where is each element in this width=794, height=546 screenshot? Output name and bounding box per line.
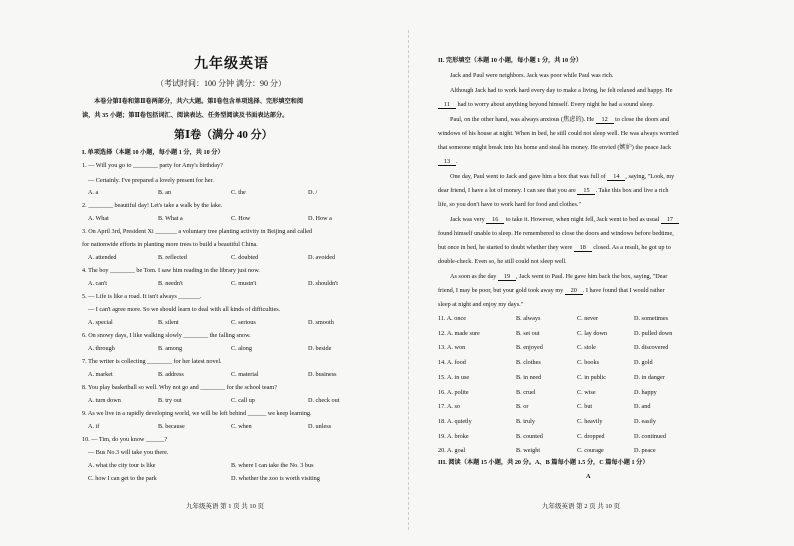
blank-15[interactable]: 15 <box>577 187 595 195</box>
q4-option-d[interactable]: D. shouldn't <box>308 280 338 287</box>
cloze-q18-option-b[interactable]: B. truly <box>516 417 535 425</box>
q6-option-c[interactable]: C. along <box>231 345 252 352</box>
q9-option-b[interactable]: B. because <box>158 423 185 430</box>
cloze-q19-option-b[interactable]: B. counted <box>516 432 543 440</box>
cloze-q12-option-d[interactable]: D. pulled down <box>634 329 673 337</box>
q10-option-a[interactable]: A. what the city tour is like <box>88 462 156 469</box>
blank-14[interactable]: 14 <box>607 173 625 181</box>
q7-option-a[interactable]: A. market <box>88 371 113 378</box>
q4-option-a[interactable]: A. can't <box>88 280 107 287</box>
q9-option-d[interactable]: D. unless <box>308 423 332 430</box>
cloze-p3-line1: Paul, on the other hand, was always anxious (焦虑的). He 12 to close the doors and <box>450 116 670 123</box>
cloze-p5-line3: but once in bed, he started to doubt whether they were 18 closed. As a result, he got up to <box>438 244 671 251</box>
q5-option-a[interactable]: A. special <box>88 319 113 326</box>
blank-20[interactable]: 20 <box>565 287 583 295</box>
q2-option-b[interactable]: B. What a <box>158 215 183 222</box>
exam-subtitle: （考试时间：100 分钟 满分：90 分） <box>156 79 286 88</box>
section3-passage-a: A <box>586 473 591 480</box>
cloze-q11-option-a[interactable]: 11. A. once <box>438 315 466 322</box>
cloze-p2-line2: 11 had to worry about anything beyond himself. Every night he had a sound sleep. <box>438 101 654 109</box>
q3-option-d[interactable]: D. avoided <box>308 254 336 261</box>
blank-16[interactable]: 16 <box>486 216 504 224</box>
cloze-p6-line2: friend, I may be poor, but your gold took away my 20 . I have found that I would rather <box>438 287 665 294</box>
cloze-q14-option-b[interactable]: B. clothes <box>516 359 541 367</box>
q5-stem-2: — I can't agree more. So we should learn to deal with all kinds of difficulties. <box>88 306 281 313</box>
blank-13[interactable]: 13 <box>438 158 456 166</box>
q6-option-b[interactable]: B. among <box>158 345 183 352</box>
cloze-q13-option-c[interactable]: C. stole <box>577 344 596 352</box>
cloze-q20-option-b[interactable]: B. weight <box>516 447 541 455</box>
section1-title: I. 单项选择（本题 10 小题，每小题 1 分，共 10 分） <box>82 149 224 156</box>
cloze-q12-option-c[interactable]: C. lay down <box>577 329 608 337</box>
cloze-q12-option-a[interactable]: 12. A. made sure <box>438 329 480 337</box>
cloze-q11-option-b[interactable]: B. always <box>516 315 541 322</box>
cloze-p5-line4: double-check. Even so, he still could not sleep well. <box>438 258 567 265</box>
q3-option-b[interactable]: B. reflected <box>158 254 187 261</box>
q1-stem-2: — Certainly. I've prepared a lovely present for her. <box>88 177 214 184</box>
q8-option-d[interactable]: D. check out <box>308 397 340 404</box>
page-footer-1: 九年级英语 第 1 页 共 10 页 <box>186 503 264 510</box>
cloze-q20-option-c[interactable]: C. courage <box>577 447 604 455</box>
q8-option-a[interactable]: A. turn down <box>88 397 121 404</box>
part1-title: 第Ⅰ卷（满分 40 分） <box>174 129 273 141</box>
q4-option-b[interactable]: B. needn't <box>158 280 183 287</box>
cloze-p5-line2: found himself unable to sleep. He remembered to close the doors and windows before bedtime, <box>438 230 674 237</box>
q1-option-b[interactable]: B. an <box>158 189 172 196</box>
q10-option-c[interactable]: C. how I can get to the park <box>88 475 157 482</box>
cloze-q15-option-b[interactable]: B. in need <box>516 373 542 381</box>
q10-stem-2: — Bus No.3 will take you there. <box>88 449 169 456</box>
q2-option-c[interactable]: C. How <box>231 215 251 222</box>
q4-stem: 4. The boy ________ be Tom. I saw him reading in the library just now. <box>82 267 260 274</box>
cloze-q20-option-d[interactable]: D. peace <box>634 447 656 455</box>
q2-stem: 2. ________ beautiful day! Let's take a walk by the lake. <box>82 202 223 209</box>
q3-option-a[interactable]: A. attended <box>88 254 117 261</box>
q5-stem: 5. — Life is like a road. It isn't always _______. <box>82 293 202 300</box>
cloze-q19-option-c[interactable]: C. dropped <box>577 432 605 440</box>
q10-option-d[interactable]: D. whether the zoo is worth visiting <box>231 475 320 482</box>
cloze-q15-option-c[interactable]: C. in public <box>577 373 607 381</box>
cloze-p6-line3: sleep at night and enjoy my days." <box>438 301 524 308</box>
blank-12[interactable]: 12 <box>596 116 614 124</box>
blank-17[interactable]: 17 <box>661 216 679 224</box>
blank-11[interactable]: 11 <box>438 101 456 109</box>
section3-title: III. 阅读（本题 15 小题，共 20 分。A、B 篇每小题 1.5 分，C 篇每小题 1 分） <box>438 459 649 466</box>
cloze-q16-option-d[interactable]: D. happy <box>634 388 657 396</box>
cloze-q13-option-b[interactable]: B. enjoyed <box>516 344 543 352</box>
cloze-q17-option-a[interactable]: 17. A. so <box>438 403 461 411</box>
cloze-q18-option-a[interactable]: 18. A. quietly <box>438 417 472 425</box>
q8-stem: 8. You play basketball so well. Why not go and ________ for the school team? <box>82 384 277 391</box>
cloze-q14-option-a[interactable]: 14. A. food <box>438 359 466 367</box>
q10-option-b[interactable]: B. where I can take the No. 3 bus <box>231 462 314 469</box>
cloze-q15-option-d[interactable]: D. in danger <box>634 373 665 381</box>
q6-stem: 6. On snowy days, I like walking slowly ________ the falling snow. <box>82 332 251 339</box>
q4-option-c[interactable]: C. mustn't <box>231 280 257 287</box>
blank-18[interactable]: 18 <box>574 244 592 252</box>
q6-option-a[interactable]: A. through <box>88 345 115 352</box>
exam-title: 九年级英语 <box>194 57 269 72</box>
q5-option-d[interactable]: D. smooth <box>308 319 334 326</box>
q1-option-c[interactable]: C. the <box>231 189 246 196</box>
cloze-q17-option-b[interactable]: B. or <box>516 403 529 411</box>
q9-option-c[interactable]: C. when <box>231 423 252 430</box>
q3-stem-2: for nationwide efforts in planting more trees to build a beautiful China. <box>82 241 258 248</box>
cloze-q14-option-c[interactable]: C. books <box>577 359 600 367</box>
q5-option-c[interactable]: C. serious <box>231 319 256 326</box>
q7-stem: 7. The writer is collecting ________ for her latest novel. <box>82 358 222 365</box>
cloze-q13-option-d[interactable]: D. discovered <box>634 344 669 352</box>
q7-option-c[interactable]: C. material <box>231 371 259 378</box>
q9-stem: 9. As we live in a rapidly developing world, we will be left behind ______ we keep learning. <box>82 410 312 417</box>
q2-option-d[interactable]: D. How a <box>308 215 332 222</box>
cloze-p3-line4: 13 . <box>438 158 458 166</box>
q1-stem: 1. — Will you go to ________ party for Amy's birthday? <box>82 162 223 169</box>
q1-option-d[interactable]: D. / <box>308 189 318 196</box>
cloze-q15-option-a[interactable]: 15. A. in use <box>438 373 470 381</box>
cloze-p2-line1: Although Jack had to work hard every day to make a living, he felt relaxed and happy. He <box>450 87 673 94</box>
blank-19[interactable]: 19 <box>498 273 516 281</box>
cloze-p4-line3: life, so you don't have to work hard for food and clothes." <box>438 201 581 208</box>
cloze-p5-line1: Jack was very 16 to take it. However, when night fell, Jack went to bed as usual 17 <box>450 216 679 224</box>
page-footer-2: 九年级英语 第 2 页 共 10 页 <box>542 503 620 510</box>
q1-option-a[interactable]: A. a <box>88 189 99 196</box>
cloze-q16-option-c[interactable]: C. wise <box>577 388 596 396</box>
q2-option-a[interactable]: A. What <box>88 215 109 222</box>
cloze-q11-option-c[interactable]: C. never <box>577 315 598 322</box>
cloze-q11-option-d[interactable]: D. sometimes <box>634 315 669 322</box>
section2-title: II. 完形填空（本题 10 小题，每小题 1 分，共 10 分） <box>438 57 583 64</box>
cloze-p3-line2: windows of his house at night. When in bed, he still could not sleep well. He was always worried <box>438 130 679 137</box>
q3-stem: 3. On April 3rd, President Xi _______ a voluntary tree planting activity in Beijing and called <box>82 228 313 235</box>
cloze-q17-option-c[interactable]: C. but <box>577 403 593 411</box>
page-divider <box>408 30 409 530</box>
q8-option-b[interactable]: B. try out <box>158 397 182 404</box>
cloze-q16-option-a[interactable]: 16. A. polite <box>438 388 469 396</box>
q5-option-b[interactable]: B. silent <box>158 319 179 326</box>
q8-option-c[interactable]: C. call up <box>231 397 255 404</box>
cloze-q18-option-d[interactable]: D. easily <box>634 417 656 425</box>
q7-option-d[interactable]: D. business <box>308 371 337 378</box>
cloze-q20-option-a[interactable]: 20. A. goal <box>438 447 466 455</box>
cloze-q18-option-c[interactable]: C. heavily <box>577 417 603 425</box>
q9-option-a[interactable]: A. if <box>88 423 100 430</box>
cloze-p3-line3: that someone might break into his home and steal his money. He envied (嫉妒) the peace Jack <box>438 144 672 151</box>
q6-option-d[interactable]: D. beside <box>308 345 332 352</box>
q10-stem: 10. — Tim, do you know ______? <box>82 436 168 443</box>
cloze-q13-option-a[interactable]: 13. A. won <box>438 344 466 352</box>
cloze-q17-option-d[interactable]: D. and <box>634 403 651 411</box>
cloze-p6-line1: As soon as the day 19 , Jack went to Paul. He gave him back the box, saying, "Dear <box>450 273 668 280</box>
cloze-q12-option-b[interactable]: B. set out <box>516 329 540 337</box>
intro-line-1: 本卷分第Ⅰ卷和第Ⅱ卷两部分，共六大题。第Ⅰ卷包含单项选择、完形填空和阅 <box>94 98 304 105</box>
cloze-q16-option-b[interactable]: B. cruel <box>516 388 536 396</box>
cloze-q14-option-d[interactable]: D. gold <box>634 359 653 367</box>
q3-option-c[interactable]: C. doubted <box>231 254 259 261</box>
cloze-p4-line2: dear friend, I have a lot of money. I can see that you are 15 . Take this box and live a rich <box>438 187 669 194</box>
intro-line-2: 读，共 35 小题；第Ⅱ卷包括词汇、阅读表达、任务型阅读及书面表达部分。 <box>82 112 289 119</box>
q7-option-b[interactable]: B. address <box>158 371 184 378</box>
cloze-p1: Jack and Paul were neighbors. Jack was poor while Paul was rich. <box>450 72 614 79</box>
cloze-q19-option-a[interactable]: 19. A. broke <box>438 432 469 440</box>
cloze-q19-option-d[interactable]: D. continued <box>634 432 666 440</box>
cloze-p4-line1: One day, Paul went to Jack and gave him a box that was full of 14 , saying, "Look, my <box>450 173 675 180</box>
